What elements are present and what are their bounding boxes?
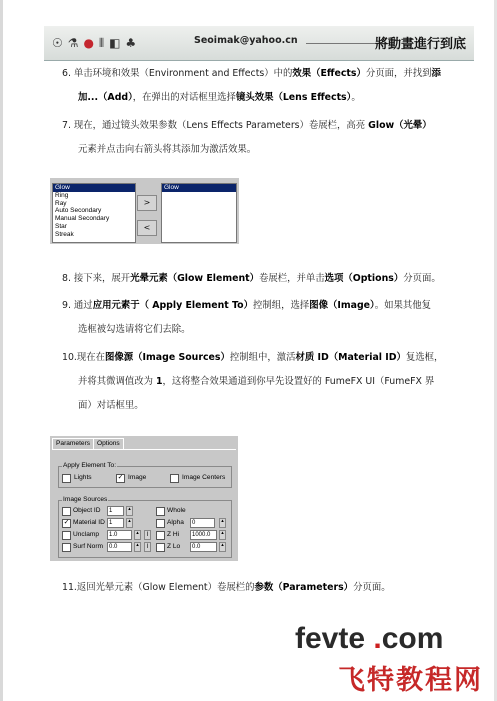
effect-list-item[interactable]: Streak <box>55 230 74 238</box>
text-run: 。如果其他复 <box>374 300 431 311</box>
step-10-paragraph <box>62 346 462 418</box>
effect-list-item[interactable]: Glow <box>53 184 135 192</box>
source-checkbox[interactable] <box>62 531 71 540</box>
tab-options[interactable]: Options <box>93 438 124 449</box>
lens-effects-dialog <box>50 178 239 244</box>
apply-checkbox[interactable] <box>170 474 179 483</box>
effect-list-item[interactable]: Star <box>55 222 67 230</box>
flask-icon: ⚗ <box>67 36 79 50</box>
bold-text: 参数（Parameters） <box>254 582 354 593</box>
text-run: 并将其微调值改为 <box>78 376 156 387</box>
source-spinner[interactable]: 1.0 <box>107 530 132 540</box>
bold-text: 图像（Image） <box>309 300 375 311</box>
source-checkbox[interactable] <box>62 543 71 552</box>
source-spinner[interactable]: 1 <box>107 518 124 528</box>
paragraph-line <box>62 394 462 418</box>
paragraph-line <box>62 114 462 138</box>
text-run: 分页面。 <box>403 273 441 284</box>
fevte-logo-cn: 飞特教程网 <box>338 665 483 696</box>
spinner-arrows[interactable]: ▴ <box>126 506 133 516</box>
source-spinner[interactable]: 0.0 <box>107 542 132 552</box>
source-label: Object ID <box>73 507 101 514</box>
text-run: 选框被勾选请将它们去除。 <box>78 324 191 335</box>
apply-element-group-label: Apply Element To: <box>63 462 117 469</box>
text-run: 7. 现在，通过镜头效果参数（Lens Effects Parameters）卷展栏，高亮 <box>62 120 369 131</box>
source-label: Material ID <box>73 519 105 526</box>
remove-effect-button[interactable]: < <box>137 220 157 236</box>
spinner-arrows[interactable]: ▴ <box>219 518 226 528</box>
source-checkbox[interactable] <box>62 507 71 516</box>
text-run: 8. 接下来，展开 <box>62 273 131 284</box>
active-effects-list[interactable] <box>161 183 237 243</box>
text-run: 分页面。 <box>353 582 391 593</box>
text-run: ，这将整合效果通道到你早先设置好的 FumeFX UI（FumeFX 界 <box>162 376 435 387</box>
effect-list-item[interactable]: Ray <box>55 199 67 207</box>
source-label: Whole <box>167 507 186 514</box>
bold-text: 光晕元素（Glow Element） <box>130 273 259 284</box>
step-8-paragraph <box>62 267 462 291</box>
fevte-logo: fevte .com <box>295 622 444 655</box>
header-icon-strip <box>52 33 136 53</box>
apply-label: Image Centers <box>182 474 226 481</box>
image-sources-group-label: Image Sources <box>63 496 108 503</box>
effect-list-item[interactable]: Ring <box>55 191 69 199</box>
bold-text: 1 <box>155 376 163 387</box>
bold-text: 图像源（Image Sources） <box>105 352 230 363</box>
text-run: 9. 通过 <box>62 300 93 311</box>
red-dot-icon: ● <box>83 36 95 50</box>
cube-icon: ◧ <box>109 36 121 50</box>
bold-text: 添 <box>431 68 441 79</box>
text-run: 分页面，并找到 <box>365 68 432 79</box>
paragraph-line <box>62 294 462 318</box>
source-spinner[interactable]: 0 <box>190 518 215 528</box>
step-7-paragraph <box>62 114 462 162</box>
bold-text: 选项（Options） <box>324 273 404 284</box>
bold-text: 加...（Add） <box>78 92 133 103</box>
source-label: Z Hi <box>167 531 180 538</box>
paragraph-line <box>62 370 462 394</box>
paragraph-line <box>62 86 462 110</box>
paragraph-line <box>62 576 462 600</box>
source-spinner[interactable]: 1 <box>107 506 124 516</box>
bold-text: Glow（光晕） <box>368 120 432 131</box>
text-run: 。 <box>351 92 361 103</box>
paragraph-line <box>62 138 462 162</box>
source-checkbox[interactable] <box>156 543 165 552</box>
figure-icon: ♣ <box>125 36 137 50</box>
paragraph-line <box>62 62 462 86</box>
source-spinner[interactable]: 0.0 <box>190 542 217 552</box>
invert-button[interactable]: I <box>144 542 151 552</box>
step-11-paragraph <box>62 576 462 600</box>
bold-text: 材质 ID（Material ID） <box>295 352 406 363</box>
source-label: Surf Norm <box>73 543 104 550</box>
invert-button[interactable]: I <box>144 530 151 540</box>
spinner-arrows[interactable]: ▴ <box>126 518 133 528</box>
source-checkbox[interactable] <box>156 531 165 540</box>
header-title: 將動畫進行到底 <box>374 37 466 52</box>
text-run: 复选框， <box>405 352 444 363</box>
step-6-paragraph <box>62 62 462 110</box>
bold-text: 效果（Effects） <box>292 68 366 79</box>
bold-text: 镜头效果（Lens Effects） <box>235 92 352 103</box>
text-run: 控制组，选择 <box>252 300 310 311</box>
text-run: ，在弹出的对话框里选择 <box>132 92 236 103</box>
page-header <box>44 26 474 61</box>
text-run: 11.返回光晕元素（Glow Element）卷展栏的 <box>62 582 255 593</box>
effect-list-item[interactable]: Auto Secondary <box>55 207 102 215</box>
apply-label: Image <box>128 474 147 481</box>
spinner-arrows[interactable]: ▴ <box>219 530 226 540</box>
apply-label: Lights <box>74 474 92 481</box>
glow-options-dialog <box>50 436 238 561</box>
apply-checkbox[interactable]: ✓ <box>117 474 124 481</box>
paragraph-line <box>62 267 462 291</box>
source-checkbox[interactable] <box>156 507 165 516</box>
available-effects-list[interactable] <box>52 183 136 243</box>
source-label: Unclamp <box>73 531 100 538</box>
bold-text: 应用元素于（ Apply Element To） <box>92 300 253 311</box>
text-run: 控制组中，激活 <box>229 352 296 363</box>
teapot-icon: ☉ <box>52 36 63 50</box>
paragraph-line <box>62 346 462 370</box>
active-effect-item[interactable]: Glow <box>162 184 236 192</box>
spinner-arrows[interactable]: ▴ <box>134 530 141 540</box>
text-run: 卷展栏，并单击 <box>258 273 325 284</box>
spinner-arrows[interactable]: ▴ <box>134 542 141 552</box>
source-label: Alpha <box>167 519 184 526</box>
source-spinner[interactable]: 1000.0 <box>190 530 217 540</box>
tab-underline <box>52 449 236 450</box>
text-run: 10.现在在 <box>62 352 106 363</box>
spinner-arrows[interactable]: ▴ <box>219 542 226 552</box>
text-run: 6. 单击环境和效果（Environment and Effects）中的 <box>62 68 293 79</box>
text-run: 面）对话框里。 <box>78 400 144 411</box>
header-email: Seoimak@yahoo.cn <box>194 35 298 46</box>
apply-checkbox[interactable] <box>62 474 71 483</box>
bars-icon: ⫴ <box>99 36 105 50</box>
effect-list-item[interactable]: Manual Secondary <box>55 215 110 223</box>
text-run: 元素并点击向右箭头将其添加为激活效果。 <box>78 144 257 155</box>
source-checkbox[interactable]: ✓ <box>63 519 70 526</box>
tab-parameters[interactable]: Parameters <box>52 438 94 449</box>
source-label: Z Lo <box>167 543 181 550</box>
step-9-paragraph <box>62 294 462 342</box>
source-checkbox[interactable] <box>156 519 165 528</box>
page-edge-left <box>0 0 3 701</box>
paragraph-line <box>62 318 462 342</box>
add-effect-button[interactable]: > <box>137 195 157 211</box>
